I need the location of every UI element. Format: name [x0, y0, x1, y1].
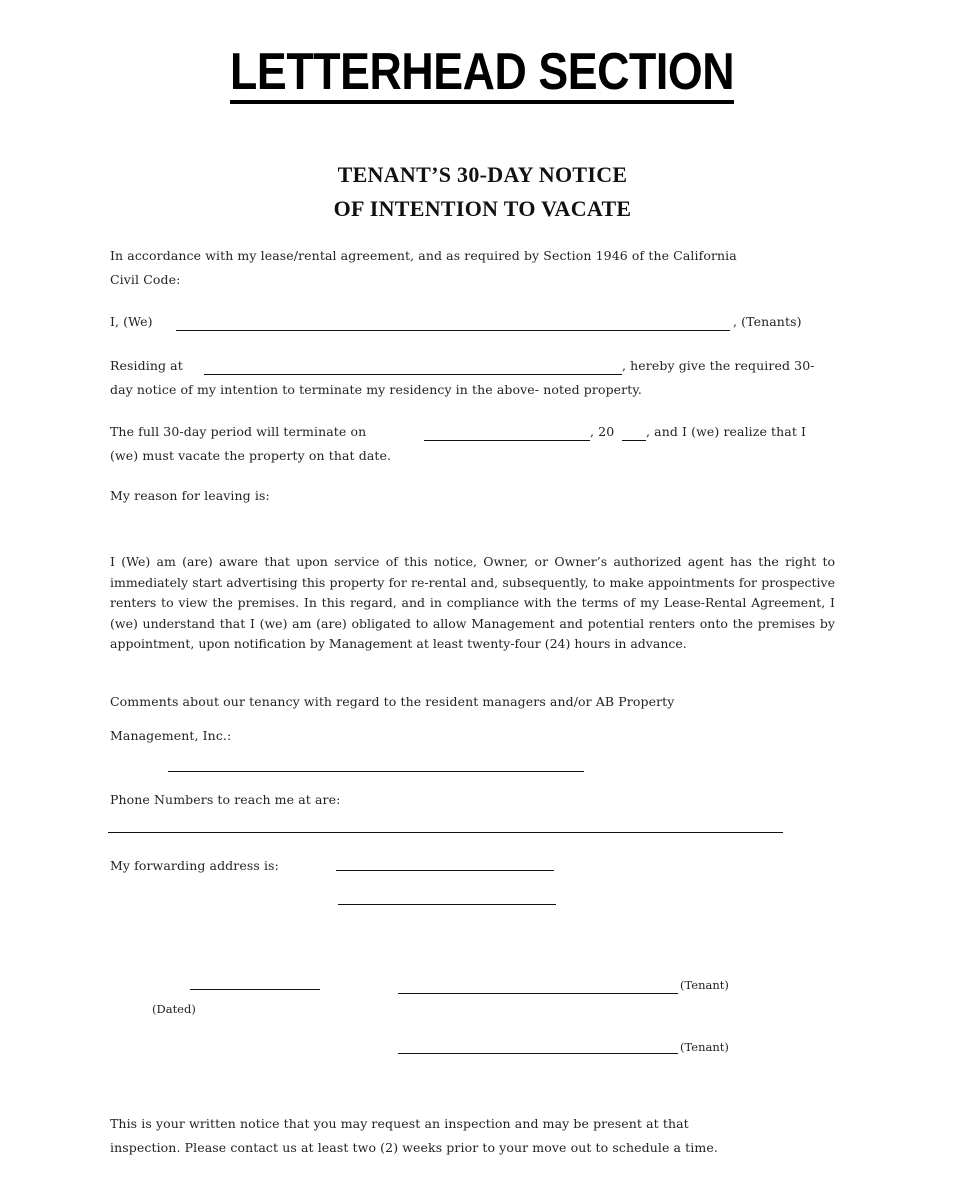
tenant-label-2: (Tenant): [680, 1040, 729, 1054]
notice-title-line-1: TENANT’S 30-DAY NOTICE: [337, 162, 628, 187]
comments-line[interactable]: [168, 771, 584, 772]
footer-note-line-2: inspection. Please contact us at least two (2) weeks prior to your move out to schedule a time.: [110, 1140, 718, 1155]
date-signature-line[interactable]: [190, 989, 320, 990]
tenant-signature-line-1[interactable]: [398, 993, 678, 994]
tenants-name-line[interactable]: [176, 330, 730, 331]
termination-year-line[interactable]: [622, 440, 646, 441]
phone-label: Phone Numbers to reach me at are:: [110, 792, 341, 807]
comments-line-2: Management, Inc.:: [110, 728, 232, 743]
notice-title-line-2: OF INTENTION TO VACATE: [333, 196, 632, 221]
tenants-suffix: , (Tenants): [733, 314, 802, 329]
termination-date-line[interactable]: [424, 440, 590, 441]
residing-address-line[interactable]: [204, 374, 622, 375]
letterhead-heading: [0, 44, 965, 104]
term-suffix: , and I (we) realize that I: [646, 424, 807, 439]
term-prefix: The full 30-day period will terminate on: [110, 424, 367, 439]
forwarding-address-line-2[interactable]: [338, 904, 556, 905]
residing-suffix: , hereby give the required 30-: [622, 358, 815, 373]
term-year-prefix: , 20: [590, 424, 615, 439]
footer-note-line-1: This is your written notice that you may request an inspection and may be present at that: [110, 1116, 689, 1131]
intro-line-2: Civil Code:: [110, 272, 181, 287]
residing-line-2: day notice of my intention to terminate my residency in the above- noted property.: [110, 382, 642, 397]
letterhead-text: LETTERHEAD SECTION: [230, 44, 734, 104]
comments-line-1: Comments about our tenancy with regard to the resident managers and/or AB Property: [110, 694, 675, 709]
forwarding-address-line-1[interactable]: [336, 870, 554, 871]
residing-prefix: Residing at: [110, 358, 183, 373]
intro-line-1: In accordance with my lease/rental agreement, and as required by Section 1946 of the California: [110, 248, 737, 263]
reason-label: My reason for leaving is:: [110, 488, 270, 503]
tenants-prefix: I, (We): [110, 314, 153, 329]
awareness-paragraph: I (We) am (are) aware that upon service of this notice, Owner, or Owner’s authorized agent has the right to immediately start advertising this property for re-rental and, subsequently, to make appointments for prospective renters to view the premises. In this regard, and in compliance with the terms of my Lease-Rental Agreement, I (we) understand that I (we) am (are) obligated to allow Management and potential renters onto the premises by appointment, upon notification by Management at least twenty-four (24) hours in advance.: [110, 554, 835, 651]
dated-label: (Dated): [152, 1002, 196, 1016]
tenant-label-1: (Tenant): [680, 978, 729, 992]
phone-number-line[interactable]: [108, 832, 783, 833]
term-line-2: (we) must vacate the property on that date.: [110, 448, 392, 463]
tenant-signature-line-2[interactable]: [398, 1053, 678, 1054]
forwarding-label: My forwarding address is:: [110, 858, 279, 873]
